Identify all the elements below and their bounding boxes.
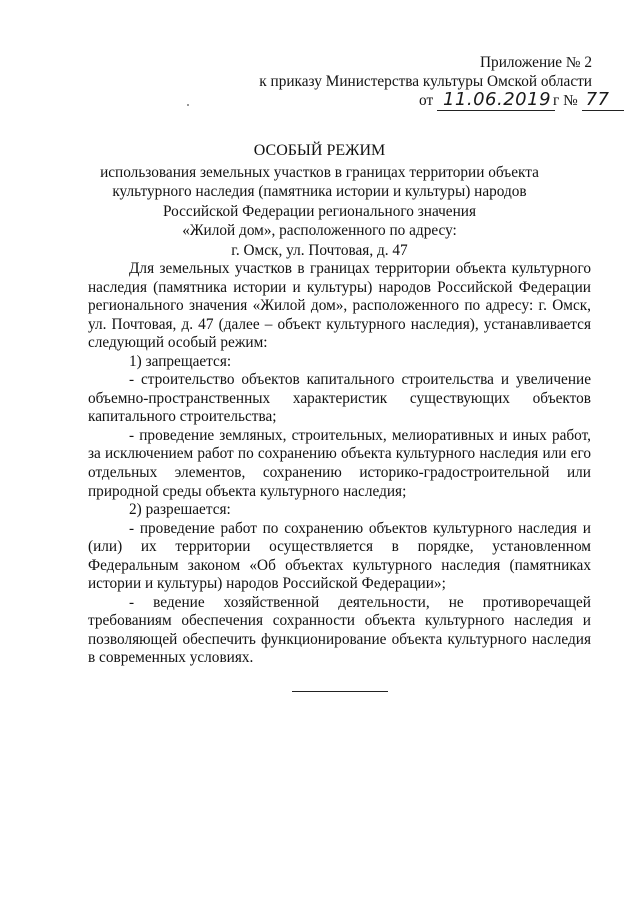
appendix-number: Приложение № 2 [480,54,592,71]
order-date-handwritten: 11.06.2019 [442,89,552,110]
section-2-item: - ведение хозяйственной деятельности, не противоречащей требованиям обеспечения сохранности объекта культурного наследия и позволяющей обеспечить функционирование объекта культурного наследия в современных условиях. [88,593,591,667]
document-body [88,260,591,668]
from-label: от [419,92,434,109]
section-2-title: 2) разрешается: [129,501,231,519]
scan-speck [187,104,189,106]
order-date-field [437,89,555,111]
order-reference: к приказу Министерства культуры Омской области [259,73,592,90]
order-number-field [582,89,624,111]
section-2-item: - проведение работ по сохранению объектов культурного наследия и (или) их территории осуществляется в порядке, установленном Федеральным законом «Об объектах культурного наследия (памятниках истории и культуры) народов Российской Федерации»; [88,519,591,593]
order-number-handwritten: 77 [585,89,610,110]
title-line: «Жилой дом», расположенного по адресу: [182,222,457,239]
number-label: № [563,92,578,109]
title-line: г. Омск, ул. Почтовая, д. 47 [231,241,408,259]
title-line: использования земельных участков в границах территории объекта [100,163,539,181]
section-1-item: - строительство объектов капитального строительства и увеличение объемно-пространственных характеристик существующих объектов капитального строительства; [88,371,591,426]
title-heading: ОСОБЫЙ РЕЖИМ [253,142,386,159]
document-title [60,141,579,260]
section-1-title: 1) запрещается: [129,352,232,370]
closing-rule [292,691,388,692]
year-suffix: г [553,92,560,109]
appendix-header [259,53,592,91]
intro-paragraph: Для земельных участков в границах территории объекта культурного наследия (памятника истории и культуры) народов Российской Федерации регионального значения «Жилой дом», расположенного по адресу: г. Омск, ул. Почтовая, д. 47 (далее – объект культурного наследия), устанавливается следующий особый режим: [88,260,591,352]
title-line: Российской Федерации регионального значения [162,202,477,220]
order-date-number-line [419,89,624,111]
section-1-item: - проведение земляных, строительных, мелиоративных и иных работ, за исключением работ по сохранению объекта культурного наследия или его отдельных элементов, сохранению историко-градостроительной или природной среды объекта культурного наследия; [88,426,591,500]
title-line: культурного наследия (памятника истории и культуры) народов [112,183,527,200]
